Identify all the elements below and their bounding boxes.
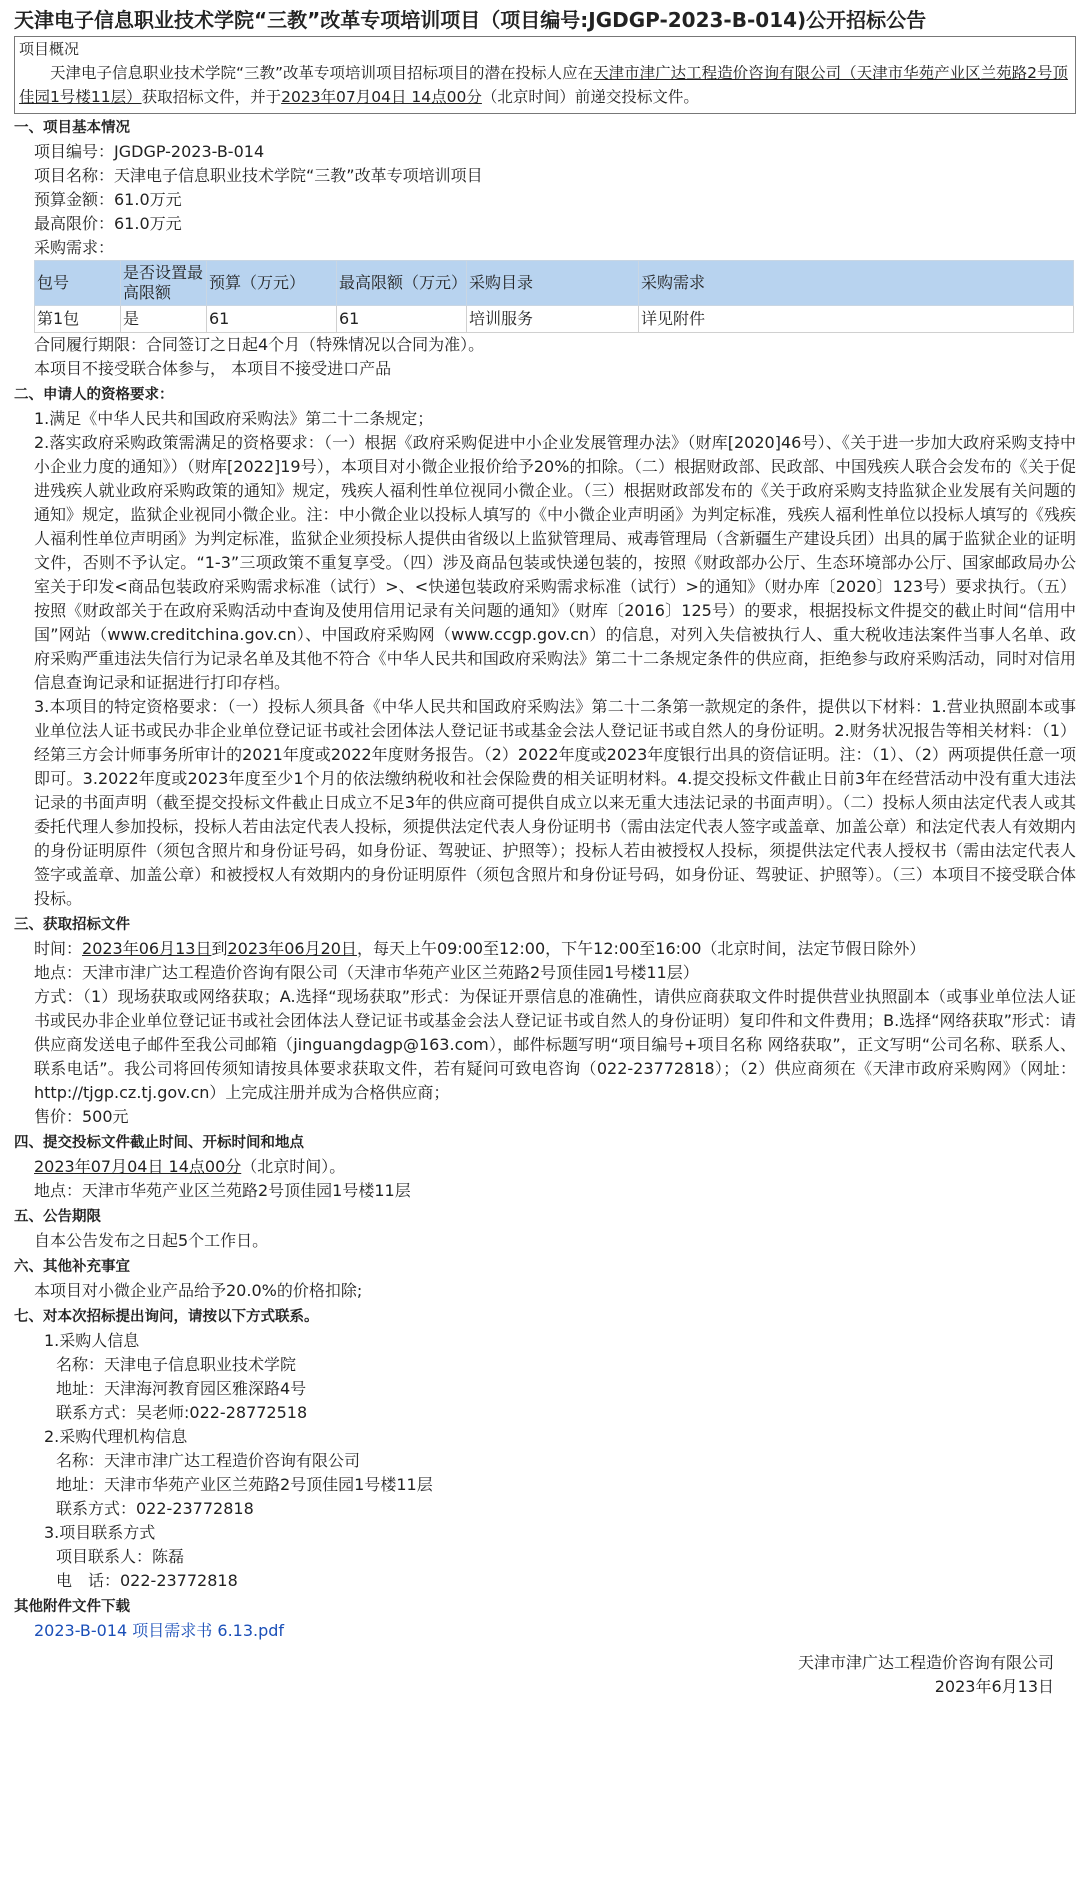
- table-header-row: [35, 261, 1074, 306]
- consortium-note: 本项目不接受联合体参与， 本项目不接受进口产品: [34, 359, 392, 378]
- agency-name: 名称：天津市津广达工程造价咨询有限公司: [56, 1451, 361, 1470]
- overview-text-c: （北京时间）前递交投标文件。: [481, 88, 699, 106]
- supplementary-text: 本项目对小微企业产品给予20.0%的价格扣除;: [34, 1281, 363, 1300]
- attachments-heading: 其他附件文件下载: [14, 1599, 130, 1615]
- table-cell: 详见附件: [639, 306, 1074, 333]
- qualification-3: 3.本项目的特定资格要求：（一）投标人须具备《中华人民共和国政府采购法》第二十二条第一款规定的条件，提供以下材料：1.营业执照副本或事业单位法人证书或民办非企业单位登记证书或社会团体法人登记证书或基金会法人登记证书或自然人的身份证明。2.财务状况报告等相关材料：（1）经第三方会计师事务所审计的2021年度或2022年度财务报告。（2）2022年度或2023年度银行出具的资信证明。注：（1）、（2）两项提供任意一项即可。3.2022年度或2023年度至少1个月的依法缴纳税收和社会保险费的相关证明材料。4.提交投标文件截止日前3年在经营活动中没有重大违法记录的书面声明（截至提交投标文件截止日成立不足3年的供应商可提供自成立以来无重大违法记录的书面声明）。（二）投标人须由法定代表人或其委托代理人参加投标，投标人若由法定代表人投标，须提供法定代表人身份证明书（需由法定代表人签字或盖章、加盖公章）和法定代表人有效期内的身份证明原件（须包含照片和身份证号码，如身份证、驾驶证、护照等）；投标人若由被授权人投标，须提供法定代表人授权书（需由法定代表人签字或盖章、加盖公章）和被授权人有效期内的身份证明原件（须包含照片和身份证号码，如身份证、驾驶证、护照等）。（三）本项目不接受联合体投标。: [34, 697, 1076, 908]
- section-heading-supplementary: 六、其他补充事宜: [14, 1259, 130, 1275]
- agency-address: 地址：天津市华苑产业区兰苑路2号顶佳园1号楼11层: [56, 1475, 433, 1494]
- table-cell: 是: [121, 306, 207, 333]
- budget-amount: 预算金额：61.0万元: [34, 190, 182, 209]
- buyer-info-heading: 1.采购人信息: [44, 1331, 140, 1350]
- overview-heading: 项目概况: [19, 40, 80, 58]
- buyer-address: 地址：天津海河教育园区雅深路4号: [56, 1379, 307, 1398]
- table-header-cell: 预算（万元）: [207, 261, 337, 306]
- bid-deadline: [34, 1155, 1076, 1179]
- obtain-place: 地点：天津市津广达工程造价咨询有限公司（天津市华苑产业区兰苑路2号顶佳园1号楼11层）: [34, 963, 699, 982]
- buyer-phone: 联系方式：吴老师:022-28772518: [56, 1403, 308, 1422]
- obtain-time-end: 2023年06月20日: [227, 939, 357, 958]
- table-header-cell: 包号: [35, 261, 121, 306]
- announcement-page: [14, 0, 1076, 1699]
- overview-text-b: 获取招标文件，并于: [141, 88, 282, 106]
- overview-text: [19, 61, 1071, 109]
- section-heading-notice-period: 五、公告期限: [14, 1209, 101, 1225]
- overview-agency-address: 天津市津广达工程造价咨询有限公司（天津市华苑产业区兰苑路2号顶佳园1号楼11层）: [19, 64, 1068, 106]
- overview-deadline: 2023年07月04日 14点00分: [281, 88, 482, 106]
- contact-info-heading: 3.项目联系方式: [44, 1523, 156, 1542]
- table-header-cell: 采购目录: [467, 261, 639, 306]
- section-heading-deadline: 四、提交投标文件截止时间、开标时间和地点: [14, 1135, 304, 1151]
- document-price: 售价：500元: [34, 1107, 129, 1126]
- table-header-cell: 是否设置最高限额: [121, 261, 207, 306]
- obtain-time: [34, 937, 1076, 961]
- bid-place: 地点：天津市华苑产业区兰苑路2号顶佳园1号楼11层: [34, 1181, 411, 1200]
- bid-deadline-note: （北京时间）。: [241, 1157, 346, 1176]
- table-header-cell: 最高限额（万元）: [337, 261, 467, 306]
- section-heading-obtain-documents: 三、获取招标文件: [14, 917, 130, 933]
- procurement-table: [34, 260, 1074, 333]
- obtain-time-label: 时间：: [34, 939, 83, 958]
- overview-text-a: 天津电子信息职业技术学院“三教”改革专项培训项目招标项目的潜在投标人应在: [50, 64, 594, 82]
- signature-date: 2023年6月13日: [934, 1677, 1054, 1696]
- agency-phone: 联系方式：022-23772818: [56, 1499, 254, 1518]
- max-price: 最高限价：61.0万元: [34, 214, 182, 233]
- qualification-2: 2.落实政府采购政策需满足的资格要求：（一）根据《政府采购促进中小企业发展管理办法》（财库[2020]46号）、《关于进一步加大政府采购支持中小企业力度的通知》）（财库[2022]19号），本项目对小微企业报价给予20%的扣除。（二）根据财政部、民政部、中国残疾人联合会发布的《关于促进残疾人就业政府采购政策的通知》规定，残疾人福利性单位视同小微企业。（三）根据财政部发布的《关于政府采购支持监狱企业发展有关问题的通知》规定，监狱企业视同小微企业。注：中小微企业以投标人填写的《中小微企业声明函》为判定标准，残疾人福利性单位以投标人填写的《残疾人福利性单位声明函》为判定标准，监狱企业须投标人提供由省级以上监狱管理局、戒毒管理局（含新疆生产建设兵团）出具的属于监狱企业的证明文件，否则不予认定。“1-3”三项政策不重复享受。（四）涉及商品包装或快递包装的，按照《财政部办公厅、生态环境部办公厅、国家邮政局办公室关于印发<商品包装政府采购需求标准（试行）>、<快递包装政府采购需求标准（试行）>的通知》（财办库〔2020〕123号）要求执行。（五）按照《财政部关于在政府采购活动中查询及使用信用记录有关问题的通知》（财库〔2016〕125号）的要求，根据投标文件提交的截止时间“信用中国”网站（www.creditchina.gov.cn）、中国政府采购网（www.ccgp.gov.cn）的信息，对列入失信被执行人、重大税收违法案件当事人名单、政府采购严重违法失信行为记录名单及其他不符合《中华人民共和国政府采购法》第二十二条规定条件的供应商，拒绝参与政府采购活动，同时对信用信息查询记录和证据进行打印存档。: [34, 433, 1076, 692]
- contract-period: 合同履行期限：合同签订之日起4个月（特殊情况以合同为准）。: [34, 335, 485, 354]
- notice-period-text: 自本公告发布之日起5个工作日。: [34, 1231, 269, 1250]
- project-overview-box: [14, 36, 1076, 114]
- signature-org: 天津市津广达工程造价咨询有限公司: [797, 1653, 1054, 1672]
- buyer-name: 名称：天津电子信息职业技术学院: [56, 1355, 297, 1374]
- table-cell: 第1包: [35, 306, 121, 333]
- page-title: 天津电子信息职业技术学院“三教”改革专项培训项目（项目编号:JGDGP-2023-B-014)公开招标公告: [14, 8, 927, 32]
- project-name: 项目名称：天津电子信息职业技术学院“三教”改革专项培训项目: [34, 166, 483, 185]
- table-header-cell: 采购需求: [639, 261, 1074, 306]
- obtain-time-start: 2023年06月13日: [82, 939, 212, 958]
- table-cell: 61: [337, 306, 467, 333]
- obtain-time-rest: ，每天上午09:00至12:00，下午12:00至16:00（北京时间，法定节假日除外）: [356, 939, 926, 958]
- attachment-link[interactable]: 2023-B-014 项目需求书 6.13.pdf: [34, 1621, 285, 1640]
- agency-info-heading: 2.采购代理机构信息: [44, 1427, 188, 1446]
- obtain-method: 方式：（1）现场获取或网络获取；A.选择“现场获取”形式：为保证开票信息的准确性，请供应商获取文件时提供营业执照副本（或事业单位法人证书或民办非企业单位登记证书或社会团体法人登记证书或基金会法人登记证书或自然人的身份证明）复印件和文件费用；B.选择“网络获取”形式：请供应商发送电子邮件至我公司邮箱（jinguangdagp@163.com），邮件标题写明“项目编号+项目名称 网络获取”，正文写明“公司名称、联系人、联系电话”。我公司将回传须知请按具体要求获取文件，若有疑问可致电咨询（022-23772818）；（2）供应商须在《天津市政府采购网》（网址：http://tjgp.cz.tj.gov.cn）上完成注册并成为合格供应商；: [34, 987, 1076, 1102]
- table-cell: 培训服务: [467, 306, 639, 333]
- section-heading-contact: 七、对本次招标提出询问，请按以下方式联系。: [14, 1309, 319, 1325]
- section-heading-basic-info: 一、项目基本情况: [14, 120, 130, 136]
- table-cell: 61: [207, 306, 337, 333]
- table-row: [35, 306, 1074, 333]
- section-heading-qualifications: 二、申请人的资格要求：: [14, 387, 174, 403]
- bid-deadline-time: 2023年07月04日 14点00分: [34, 1157, 242, 1176]
- obtain-time-to: 到: [211, 939, 228, 958]
- qualification-1: 1.满足《中华人民共和国政府采购法》第二十二条规定；: [34, 409, 434, 428]
- contact-person: 项目联系人：陈磊: [56, 1547, 185, 1566]
- procurement-need-label: 采购需求：: [34, 238, 115, 257]
- project-code: 项目编号：JGDGP-2023-B-014: [34, 142, 265, 161]
- contact-phone: 电 话：022-23772818: [56, 1571, 238, 1590]
